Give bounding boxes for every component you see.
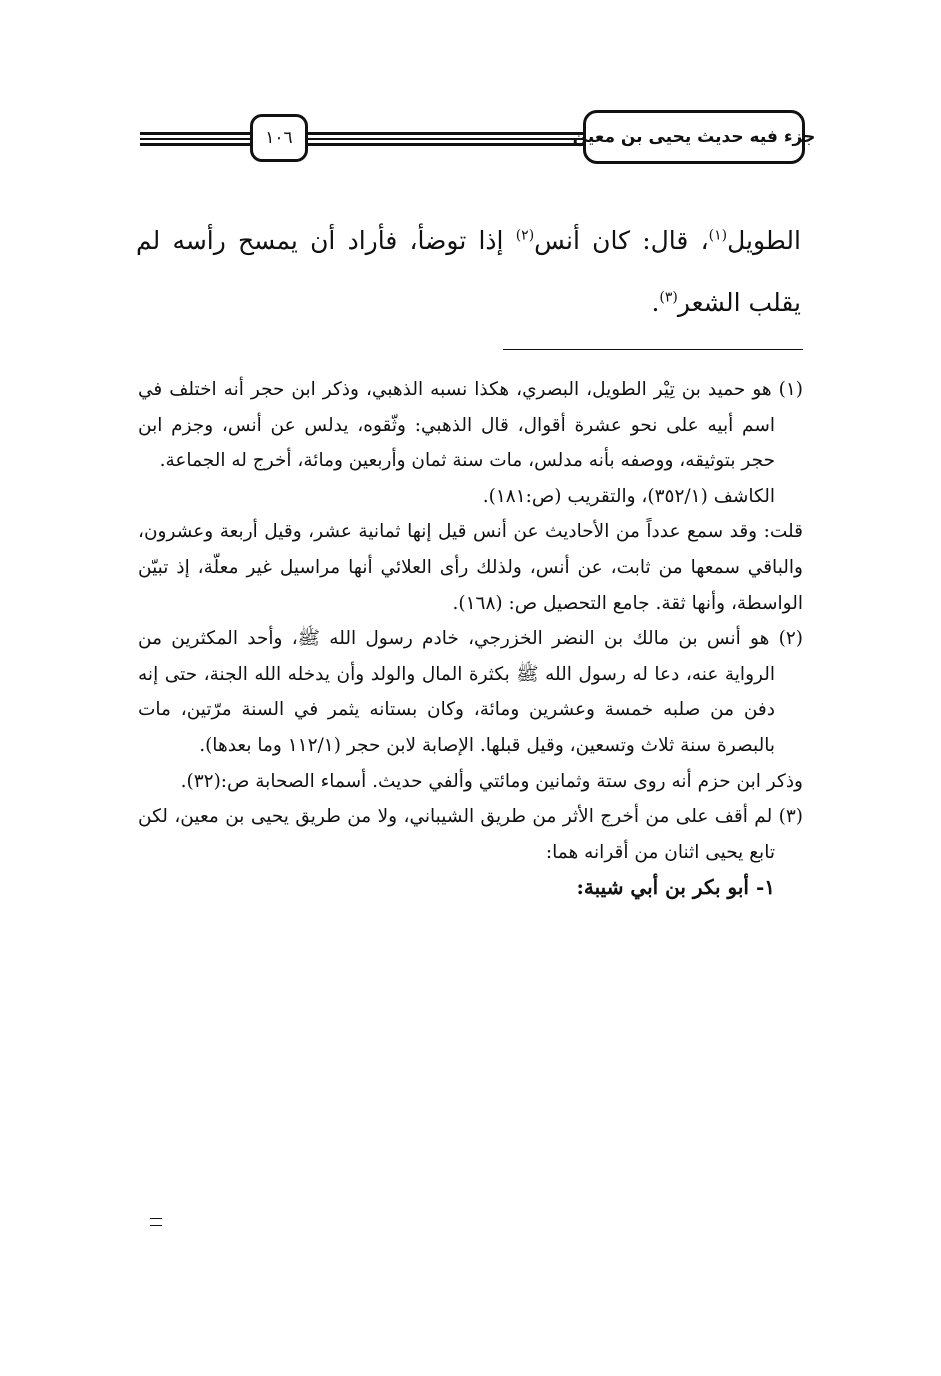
page-number: ١٠٦ xyxy=(250,114,308,162)
main-text-part: ، قال: كان أنس xyxy=(534,226,709,255)
main-text-part: الطويل xyxy=(727,226,801,255)
footnote-1-source: الكاشف (٣٥٢/١)، والتقريب (ص:١٨١). xyxy=(482,485,775,507)
footnote-separator xyxy=(503,349,803,350)
footnote-ref-3[interactable]: (٣) xyxy=(659,289,678,306)
main-text-part: إذا توضأ، فأراد أن يمسح رأسه لم يقلب الشعر xyxy=(136,226,801,317)
footnotes-section xyxy=(138,372,803,906)
page-header xyxy=(140,108,816,170)
continuation-mark xyxy=(150,1218,162,1226)
footnote-ref-1[interactable]: (١) xyxy=(708,227,728,244)
main-text xyxy=(136,210,801,334)
footnote-2: (٢) هو أنس بن مالك بن النضر الخزرجي، خادم رسول الله ﷺ، وأحد المكثرين من الرواية عنه، دعا له رسول الله ﷺ بكثرة المال والولد وأن يدخله الله الجنة، حتى إنه دفن من صلبه خمسة وعشرين ومائة، وكان بستانه يثمر في السنة مرّتين، مات بالبصرة سنة ثلاث وتسعين، وقيل قبلها. الإصابة لابن حجر (١١٢/١ وما بعدها). xyxy=(138,628,803,756)
footnote-ref-2[interactable]: (٢) xyxy=(515,227,535,244)
footnote-1-note: قلت: وقد سمع عدداً من الأحاديث عن أنس قيل إنها ثمانية عشر، وقيل أربعة وعشرون، والباقي سمعها من ثابت، عن أنس، ولذلك رأى العلائي أنها مراسيل غير معلّة، إذ تبيّن الواسطة، وأنها ثقة. جامع التحصيل ص: (١٦٨). xyxy=(138,521,803,614)
main-text-part: . xyxy=(651,288,660,317)
footnote-2-note: وذكر ابن حزم أنه روى ستة وثمانين ومائتي وألفي حديث. أسماء الصحابة ص:(٣٢). xyxy=(180,770,803,792)
footnote-1: (١) هو حميد بن تِيْر الطويل، البصري، هكذا نسبه الذهبي، وذكر ابن حجر أنه اختلف في اسم أبيه على نحو عشرة أقوال، قال الذهبي: وثّقوه، يدلس عن أنس، وجزم ابن حجر بتوثيقه، ووصفه بأنه مدلس، مات سنة ثمان وأربعين ومائة، أخرج له الجماعة. xyxy=(138,379,803,472)
book-title: جزء فيه حديث يحيى بن معين xyxy=(583,110,805,164)
footnote-3-subheading: ١- أبو بكر بن أبي شيبة: xyxy=(576,875,775,900)
footnote-3: (٣) لم أقف على من أخرج الأثر من طريق الشيباني، ولا من طريق يحيى بن معين، لكن تابع يحيى اثنان من أقرانه هما: xyxy=(138,806,803,863)
